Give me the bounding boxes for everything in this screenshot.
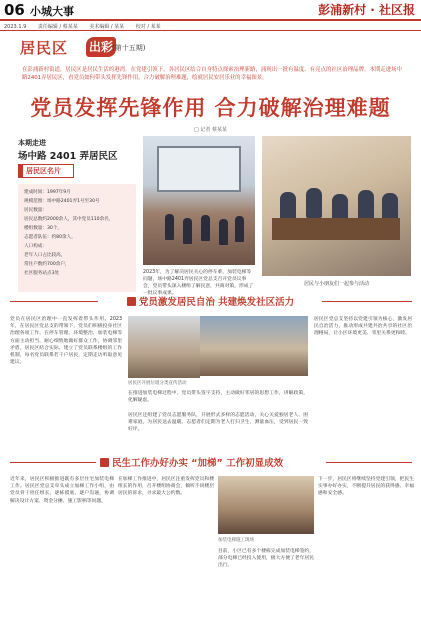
proofreader: 校对 / 某某 bbox=[135, 24, 161, 30]
lead-paragraph: 在彭浦新村街道，居民区是居民生活的港湾。在党建引领下，各居民区结合自身特点探索治理新路，涌现出一批有温度、有亮点的社区治理品牌。本期走进场中路2401弄居民区，看党员如何带头发挥先锋作用，合力破解治理难题，绘就居民安居乐业的幸福图景。 bbox=[22, 67, 402, 81]
meta-rule bbox=[0, 30, 421, 31]
profile-name: 场中路 2401 弄居民区 bbox=[18, 151, 118, 162]
issue-meta bbox=[4, 23, 171, 30]
person-figure bbox=[183, 218, 192, 244]
subhead-1-text: 党员激发居民自治 共建焕发社区活力 bbox=[138, 297, 295, 308]
profile-label-bar bbox=[19, 165, 23, 177]
body-paragraph: 近年来，居民区积极推进既有多层住宅加装电梯工作。居民区党总支牵头成立加梯工作小组，由党员骨干担任组长，逐栋摸底、逐户沟通，协调解决设计方案、资金分摊、施工影响等问题。 bbox=[10, 477, 114, 504]
bottom-photo-caption: 加装电梯施工现场 bbox=[218, 538, 254, 543]
profile-row: 人口构成： bbox=[24, 244, 47, 249]
subhead-2-text: 民生工作办好办实 “加梯” 工作初显成效 bbox=[112, 458, 284, 469]
profile-row: 居民数量： bbox=[24, 208, 47, 213]
table bbox=[272, 218, 400, 240]
person-figure bbox=[306, 188, 322, 218]
column-badge: 出彩 bbox=[86, 37, 116, 57]
photo-caption: 2023年，为了解决居民关心的停车难、加装电梯等问题，场中路2401弄居民区党总支召开党员议事会，党员带头深入楼组了解民意，共商对策，形成了一批议事成果。 bbox=[143, 270, 254, 296]
person-figure bbox=[235, 216, 244, 242]
masthead: 彭浦新村 · 社区报 bbox=[318, 3, 415, 17]
subhead-2 bbox=[0, 452, 421, 472]
subhead-1 bbox=[0, 291, 421, 311]
person-figure bbox=[358, 190, 374, 220]
profile-card bbox=[18, 184, 136, 292]
body-paragraph: 在推进加装电梯过程中，党员带头签字支持，主动做好邻居的思想工作，讲解政策，化解疑虑。 bbox=[128, 391, 308, 404]
profile-column bbox=[12, 136, 138, 296]
person-figure bbox=[219, 219, 228, 245]
body-paragraph: 党员在居民区治理中一直发挥着带头作用。2023年，在居民区党总支的带领下，党员们积极投身社区治理各项工作，在停车管理、环境整治、加装电梯等方面主动担当，耐心细致地做好群众工作，协调邻里矛盾。居民区结合实际，建立了党员联系楼组的工作机制，每名党员联系若干户居民，定期走访听取意见建议。 bbox=[10, 317, 122, 366]
event-photo bbox=[200, 316, 308, 376]
section-title: 小城大事 bbox=[30, 5, 74, 18]
profile-row: 社区服务站点3处 bbox=[24, 271, 60, 276]
byline: □ 记者 蔡某某 bbox=[194, 127, 227, 133]
issue-date: 2023.1.9 bbox=[4, 24, 27, 30]
body-paragraph: 目前，小区已有多个楼栋完成加装电梯签约，部分电梯已经投入使用，极大方便了老年居民出行。 bbox=[218, 549, 314, 569]
profile-row: 规模范围：场中路2401弄1号至30号 bbox=[24, 199, 100, 204]
header-rule bbox=[0, 19, 421, 21]
subhead-2-title bbox=[100, 455, 283, 469]
designer: 美术编辑 / 某某 bbox=[89, 24, 125, 30]
profile-row: 志愿者队伍：约80余人， bbox=[24, 235, 76, 240]
column-name: 居民区 bbox=[20, 39, 69, 57]
profile-label-box bbox=[18, 164, 74, 178]
body-paragraph: 居民区还组建了党员志愿服务队，开展形式多样的志愿活动，关心关爱独居老人、困难家庭，为居民送去温暖。志愿者们定期为老人打扫卫生、测量血压，受到居民一致好评。 bbox=[128, 413, 308, 433]
person-figure bbox=[165, 214, 174, 240]
activity-photo bbox=[262, 136, 411, 276]
profile-row: 老年人口占比较高， bbox=[24, 253, 66, 258]
editor: 责任编辑 / 蔡某某 bbox=[37, 24, 78, 30]
profile-row: 常住户数约700余户， bbox=[24, 262, 70, 267]
right-photo-caption: 居民与小朋友们一起参与活动 bbox=[303, 281, 369, 287]
elevator-photo bbox=[218, 476, 314, 534]
subhead-rule bbox=[326, 462, 412, 463]
body-paragraph: 在加梯工作推进中，居民区注重发挥党员和楼组长的作用，召开楼组协商会，倾听不同楼层居民的诉求，寻求最大公约数。 bbox=[118, 477, 214, 497]
profile-row: 楼组数量：30个， bbox=[24, 226, 63, 231]
party-flag-icon bbox=[127, 297, 136, 306]
person-figure bbox=[201, 215, 210, 241]
party-flag-icon bbox=[100, 458, 109, 467]
subhead-rule bbox=[10, 462, 96, 463]
volunteer-photo bbox=[128, 316, 200, 378]
headline: 党员发挥先锋作用 合力破解治理难题 bbox=[30, 96, 391, 120]
mid-photo-caption: 居民区开展垃圾分类宣传活动 bbox=[128, 381, 187, 386]
body-paragraph: 居民区党总支坚持以党建引领为核心，激发居民自治活力，推动形成共建共治共享的社区治理格局，让小区环境更美、邻里关系更和睦。 bbox=[314, 317, 412, 337]
column-issue: (第十五期) bbox=[112, 44, 146, 52]
page-header bbox=[0, 0, 421, 20]
subhead-1-title bbox=[0, 294, 421, 308]
projection-screen bbox=[157, 146, 241, 192]
column-logo bbox=[12, 35, 162, 63]
meeting-photo bbox=[143, 136, 255, 265]
page-number: 06 bbox=[4, 1, 25, 19]
profile-label: 居民区名片 bbox=[26, 167, 61, 175]
body-paragraph: 下一步，居民区将继续坚持党建引领，把民生实事办好办实，不断提升居民的获得感、幸福感和安全感。 bbox=[318, 477, 414, 497]
profile-row: 居民总数约2000余人，其中党员110余名， bbox=[24, 217, 114, 222]
profile-row: 建成时间：1997年9月 bbox=[24, 190, 71, 195]
profile-kicker: 本期走进 bbox=[18, 139, 46, 147]
